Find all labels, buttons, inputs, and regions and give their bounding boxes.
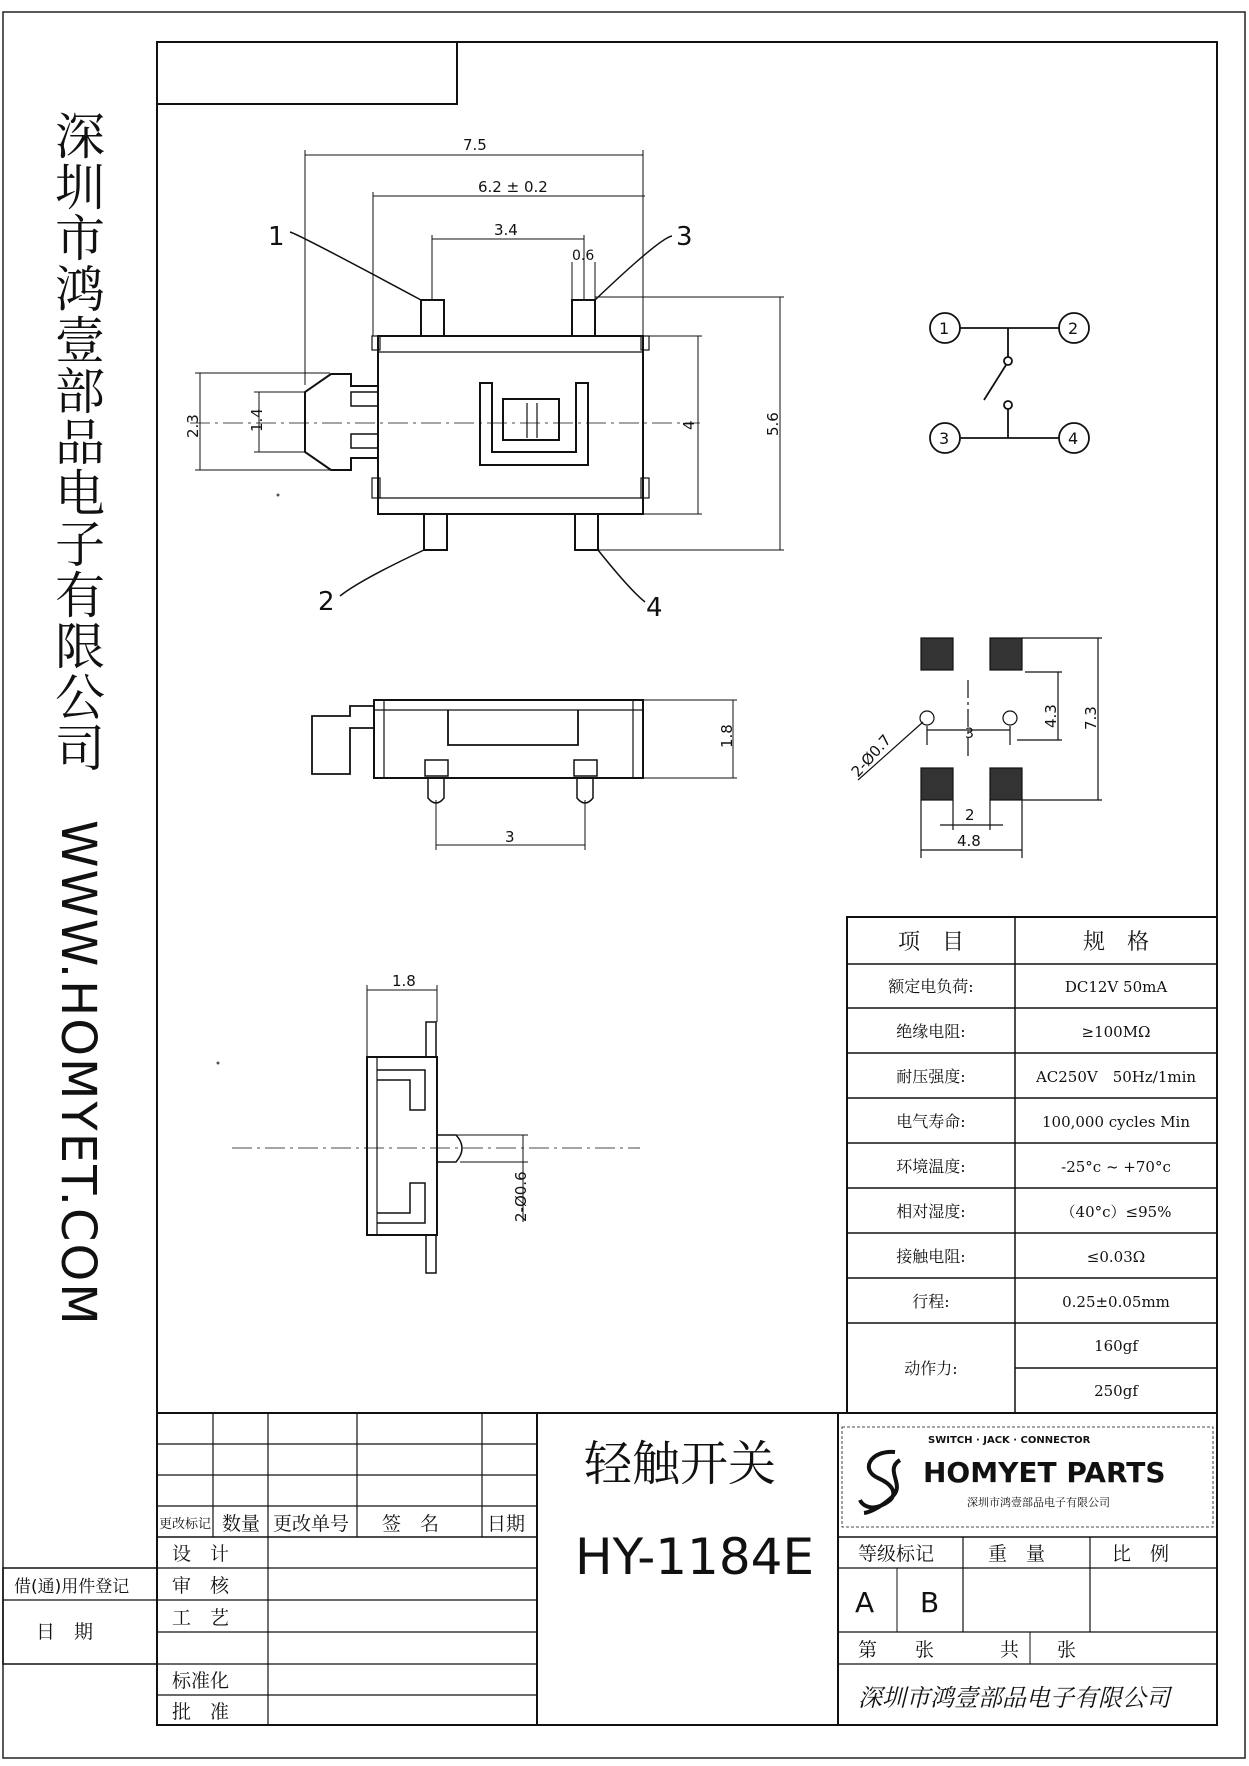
brand-name: HOMYET PARTS [923, 1456, 1166, 1489]
rev-header: 签 名 [382, 1513, 440, 1535]
side-view-labels [392, 972, 530, 1222]
spec-item: 行程: [912, 1292, 950, 1311]
pin-4-label: 4 [646, 593, 663, 623]
spec-table-text [888, 930, 1196, 1400]
front-view-labels [505, 724, 736, 846]
sheet-number-label: 第 张 [858, 1639, 935, 1661]
spec-force-value: 250gf [1094, 1382, 1138, 1400]
front-view [312, 700, 737, 850]
spec-item: 相对湿度: [896, 1202, 966, 1221]
pin-3 [572, 300, 595, 336]
marker-dot [217, 1062, 220, 1065]
footprint-labels [848, 704, 1100, 850]
spec-header-item: 项 目 [897, 930, 965, 955]
grade-label: 等级标记 [858, 1543, 935, 1565]
scale-label: 比 例 [1112, 1543, 1170, 1565]
circuit-schematic [930, 313, 1089, 453]
model-number: HY-1184E [575, 1528, 815, 1586]
rev-header: 更改单号 [273, 1513, 350, 1535]
spec-item: 电气寿命: [896, 1112, 966, 1131]
pin-1-label: 1 [268, 222, 285, 252]
dim-body-height: 4 [680, 420, 698, 430]
role-label: 标准化 [172, 1670, 230, 1692]
company-name-vertical: 深圳市鸿壹部品电子有限公司 [47, 110, 105, 773]
sheet-total-label: 共 张 [1000, 1639, 1077, 1661]
spec-force-label: 动作力: [904, 1359, 958, 1378]
side-view [232, 985, 640, 1273]
dim-body-width: 6.2 ± 0.2 [478, 178, 548, 196]
rev-header: 日期 [487, 1513, 526, 1535]
spec-item: 绝缘电阻: [896, 1022, 966, 1041]
spec-item: 环境温度: [896, 1157, 966, 1176]
dim-hole-offset: 4.3 [1042, 704, 1060, 728]
role-label: 批 准 [172, 1701, 230, 1723]
dim-hole-diameter: 2-Ø0.7 [847, 731, 895, 781]
product-name: 轻触开关 [584, 1436, 777, 1492]
brand-tagline: SWITCH · JACK · CONNECTOR [928, 1435, 1091, 1446]
pad [921, 638, 953, 670]
dim-hole-pitch: 3 [965, 726, 974, 742]
spec-value: ≤0.03Ω [1086, 1248, 1146, 1266]
pcb-footprint [858, 638, 1102, 858]
spec-item: 接触电阻: [896, 1247, 966, 1266]
dim-peg-diameter: 2-Ø0.6 [512, 1171, 530, 1222]
node-3: 3 [939, 429, 950, 448]
dim-front-height: 1.8 [718, 724, 736, 748]
top-view [190, 150, 784, 602]
registration-label: 借(通)用件登记 [14, 1577, 130, 1597]
dim-pad-gap: 2 [965, 806, 975, 824]
grade-b: B [920, 1586, 940, 1619]
spec-value: （40°c）≤95% [1060, 1203, 1172, 1221]
actuator [305, 374, 378, 470]
grade-a: A [855, 1586, 875, 1619]
node-4: 4 [1068, 429, 1079, 448]
date-label: 日 期 [36, 1621, 94, 1643]
spec-header-spec: 规 格 [1082, 930, 1150, 955]
dim-peg-pitch: 3 [505, 828, 515, 846]
spec-value: ≥100MΩ [1081, 1023, 1151, 1041]
weight-label: 重 量 [988, 1543, 1046, 1565]
corner-box [157, 42, 457, 104]
pin-1 [421, 300, 444, 336]
dim-total-width: 7.5 [463, 136, 487, 154]
role-label: 工 艺 [172, 1607, 230, 1629]
marker-dot [277, 494, 280, 497]
rev-header: 数量 [222, 1513, 261, 1535]
spec-value: -25°c ~ +70°c [1061, 1158, 1171, 1176]
dim-pin-width: 0.6 [572, 248, 595, 264]
spec-item: 额定电负荷: [888, 977, 974, 996]
title-block-text [14, 1435, 1173, 1723]
spec-value: DC12V 50mA [1064, 978, 1168, 996]
role-label: 设 计 [172, 1543, 230, 1565]
spec-force-value: 160gf [1094, 1337, 1138, 1355]
pin-3-label: 3 [676, 222, 693, 252]
dim-total-height: 5.6 [764, 412, 782, 436]
website-vertical: WWW.HOMYET.COM [50, 820, 106, 1327]
brand-logo-icon [860, 1452, 900, 1513]
spec-value: AC250V 50Hz/1min [1035, 1068, 1197, 1086]
dim-side-width: 1.8 [392, 972, 416, 990]
node-1: 1 [939, 319, 950, 338]
dim-actuator-inner: 1.4 [248, 408, 266, 432]
spec-value: 100,000 cycles Min [1041, 1113, 1191, 1131]
pad [921, 768, 953, 800]
spec-value: 0.25±0.05mm [1062, 1293, 1170, 1311]
pin-2-label: 2 [318, 587, 335, 617]
pin-2 [424, 514, 447, 550]
pad [990, 638, 1022, 670]
dim-pin-pitch: 3.4 [494, 221, 518, 239]
pad [990, 768, 1022, 800]
switch-body [378, 336, 643, 514]
node-2: 2 [1068, 319, 1079, 338]
dim-footprint-height: 7.3 [1082, 706, 1100, 730]
brand-company: 深圳市鸿壹部品电子有限公司 [967, 1496, 1110, 1509]
rev-header: 更改标记 [159, 1517, 212, 1532]
spec-item: 耐压强度: [896, 1067, 966, 1086]
pin-4 [575, 514, 598, 550]
role-label: 审 核 [172, 1575, 230, 1597]
dim-actuator-height: 2.3 [184, 414, 202, 438]
dim-footprint-width: 4.8 [957, 832, 981, 850]
signature-company: 深圳市鸿壹部品电子有限公司 [858, 1684, 1170, 1712]
